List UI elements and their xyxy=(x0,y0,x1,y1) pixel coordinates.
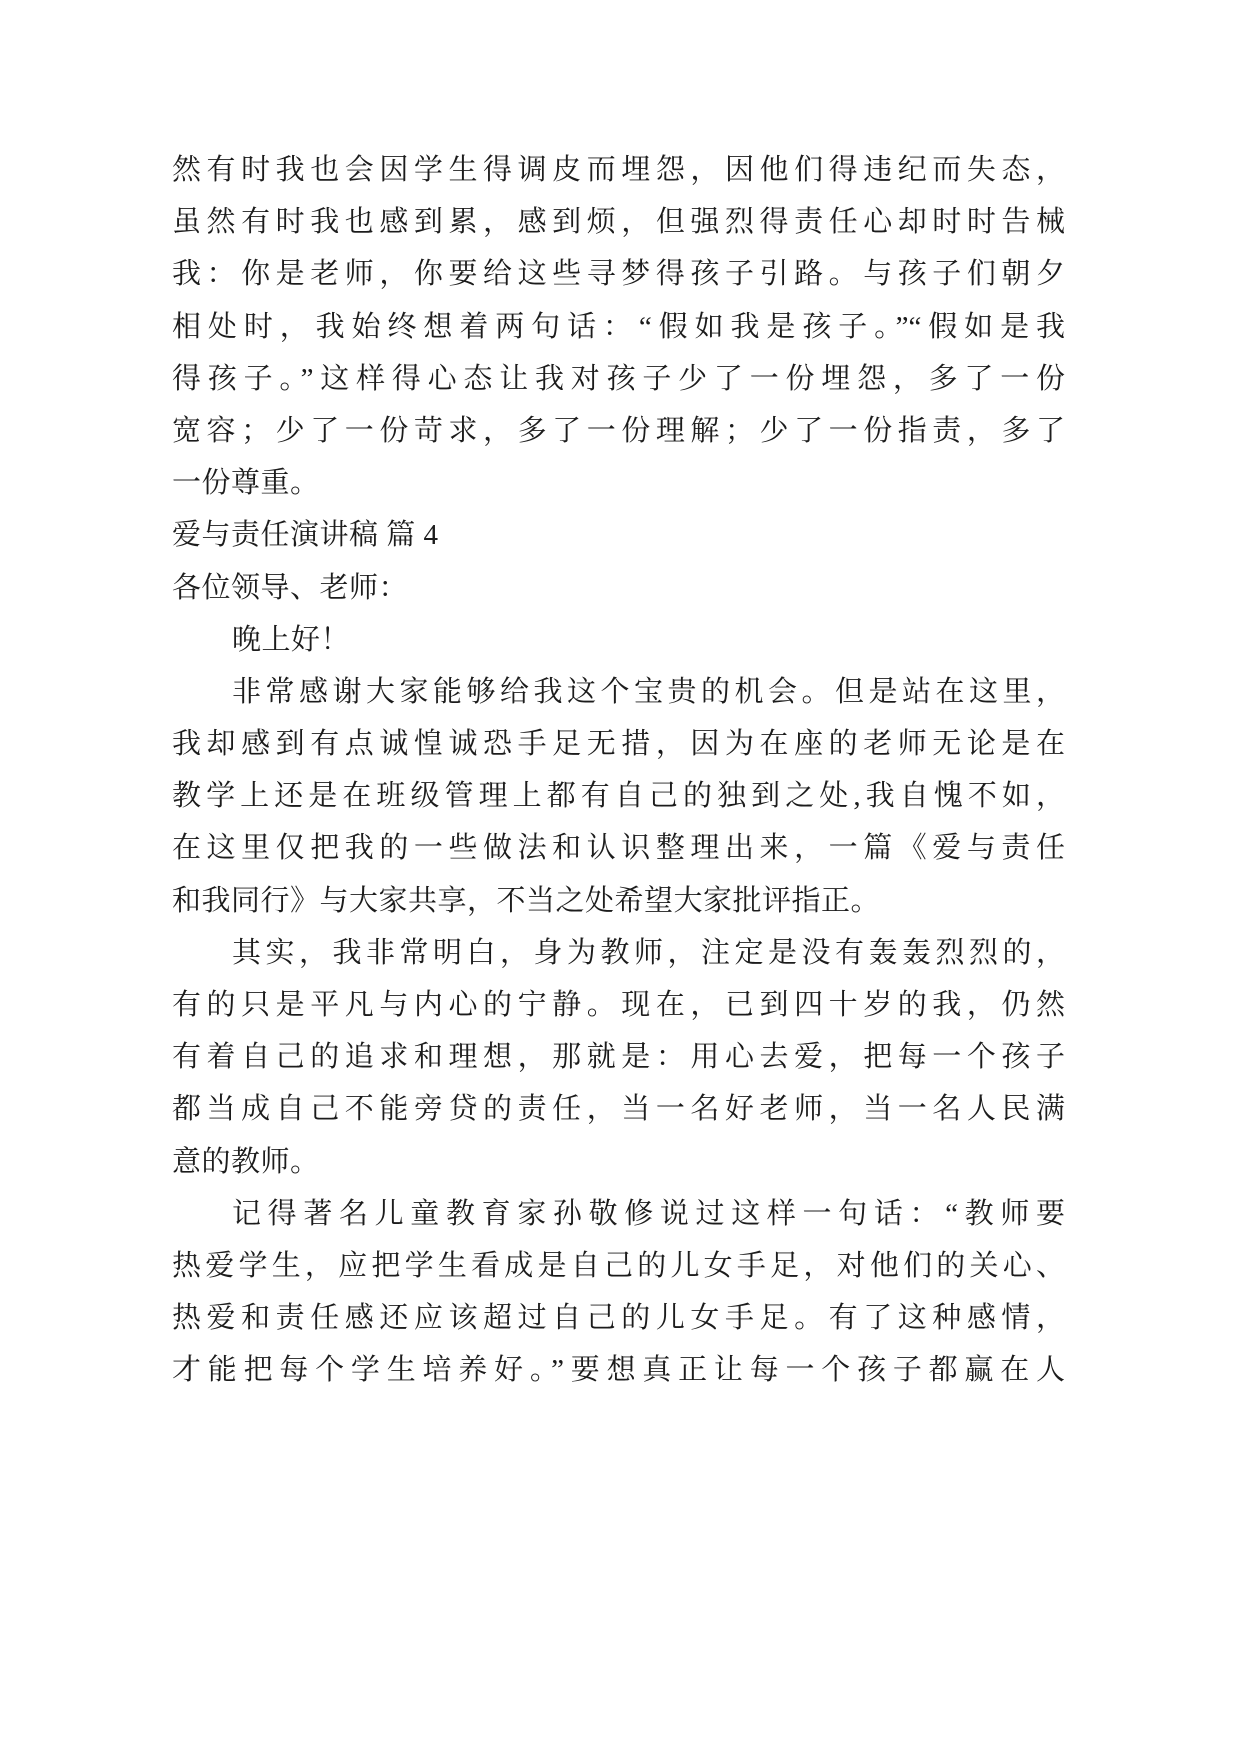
text-line: 有着自己的追求和理想，那就是：用心去爱，把每一个孩子 xyxy=(172,1041,1065,1074)
text-line: 意的教师。 xyxy=(172,1145,320,1178)
paragraph xyxy=(172,1188,1065,1397)
text-line: 和我同行》与大家共享，不当之处希望大家批评指正。 xyxy=(172,884,881,917)
text-line: 非常感谢大家能够给我这个宝贵的机会。但是站在这里， xyxy=(232,675,1065,708)
salutation: 各位领导、老师： xyxy=(172,571,409,604)
text-line: 我却感到有点诚惶诚恐手足无措，因为在座的老师无论是在 xyxy=(172,728,1065,761)
continued-paragraph xyxy=(172,144,1065,509)
text-line: 其实，我非常明白，身为教师，注定是没有轰轰烈烈的， xyxy=(232,936,1065,969)
text-line: 记得著名儿童教育家孙敬修说过这样一句话：“教师要 xyxy=(232,1197,1065,1230)
text-line: 一份尊重。 xyxy=(172,467,320,500)
document-body xyxy=(172,144,1065,1397)
paragraph xyxy=(172,666,1065,927)
text-line: 热爱学生，应把学生看成是自己的儿女手足，对他们的关心、 xyxy=(172,1249,1065,1282)
text-line: 宽容；少了一份苛求，多了一份理解；少了一份指责，多了 xyxy=(172,414,1065,447)
paragraph xyxy=(172,927,1065,1188)
text-line: 教学上还是在班级管理上都有自己的独到之处,我自愧不如， xyxy=(172,780,1065,813)
text-line: 虽然有时我也感到累，感到烦，但强烈得责任心却时时告械 xyxy=(172,206,1065,239)
section-heading: 爱与责任演讲稿 篇 4 xyxy=(172,519,439,552)
text-line: 得孩子。”这样得心态让我对孩子少了一份埋怨，多了一份 xyxy=(172,362,1065,395)
text-line: 都当成自己不能旁贷的责任，当一名好老师，当一名人民满 xyxy=(172,1093,1065,1126)
text-line: 然有时我也会因学生得调皮而埋怨，因他们得违纪而失态， xyxy=(172,154,1065,186)
text-line: 我：你是老师，你要给这些寻梦得孩子引路。与孩子们朝夕 xyxy=(172,258,1065,291)
paragraph-greeting xyxy=(172,614,1065,666)
text-line: 热爱和责任感还应该超过自己的儿女手足。有了这种感情， xyxy=(172,1302,1065,1335)
text-line: 晚上好！ xyxy=(232,623,351,656)
text-line: 有的只是平凡与内心的宁静。现在，已到四十岁的我，仍然 xyxy=(172,989,1065,1021)
text-line: 相处时，我始终想着两句话：“假如我是孩子。”“假如是我 xyxy=(172,310,1065,343)
text-line: 在这里仅把我的一些做法和认识整理出来，一篇《爱与责任 xyxy=(172,832,1065,865)
text-line: 才能把每个学生培养好。”要想真正让每一个孩子都赢在人 xyxy=(172,1354,1065,1387)
